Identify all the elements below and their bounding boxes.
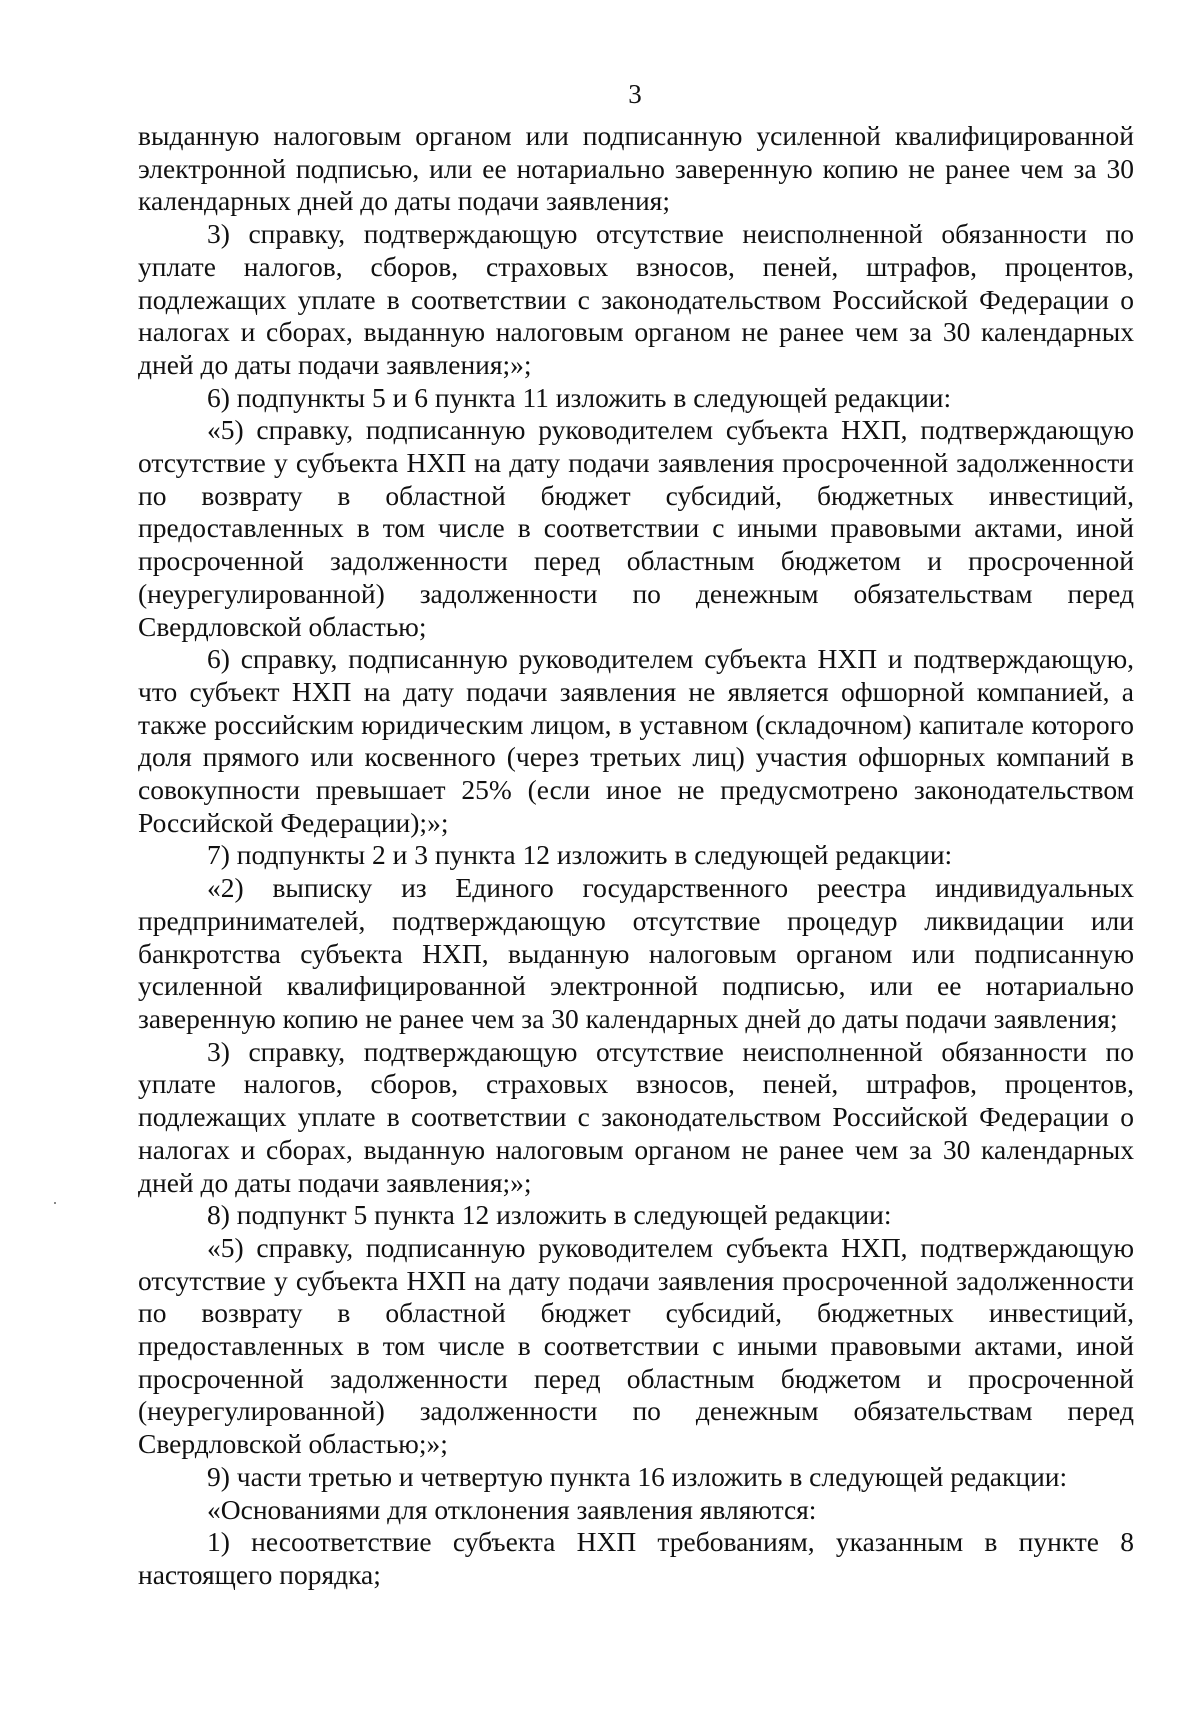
paragraph-8-tax-certificate: 3) справку, подтверждающую отсутствие неисполненной обязанности по уплате налогов, сборов, страховых взносов, пеней, штрафов, процентов, подлежащих уплате в соответствии с законодательством Российской Федерации о налогах и сборах, выданную налоговым органом не ранее чем за 30 календарных дней до даты подачи заявления;»;: [138, 1035, 1134, 1198]
paragraph-5-offshore-certificate: 6) справку, подписанную руководителем субъекта НХП и подтверждающую, что субъект НХП на дату подачи заявления не является офшорной компанией, а также российским юридическим лицом, в уставном (складочном) капитале которого доля прямого или косвенного (через третьих лиц) участия офшорных компаний в совокупности превышает 25% (если иное не предусмотрено законодательством Российской Федерации);»;: [138, 643, 1134, 838]
paragraph-11-amendment-9: 9) части третью и четвертую пункта 16 изложить в следующей редакции:: [207, 1460, 1068, 1492]
paragraph-4-debt-certificate: «5) справку, подписанную руководителем субъекта НХП, подтверждающую отсутствие у субъекта НХП на дату подачи заявления просроченной задолженности по возврату в областной бюджет субсидий, бюджетных инвестиций, предоставленных в том числе в соответствии с иными правовыми актами, иной просроченной задолженности перед областным бюджетом и просроченной (неурегулированной) задолженности по денежным обязательствам перед Свердловской областью;: [138, 414, 1134, 642]
document-body: [138, 120, 1134, 1592]
paragraph-9-amendment-8: 8) подпункт 5 пункта 12 изложить в следующей редакции:: [207, 1199, 892, 1231]
paragraph-2-tax-certificate: 3) справку, подтверждающую отсутствие неисполненной обязанности по уплате налогов, сборов, страховых взносов, пеней, штрафов, процентов, подлежащих уплате в соответствии с законодательством Российской Федерации о налогах и сборах, выданную налоговым органом не ранее чем за 30 календарных дней до даты подачи заявления;»;: [138, 218, 1134, 380]
paragraph-10-debt-certificate: «5) справку, подписанную руководителем субъекта НХП, подтверждающую отсутствие у субъекта НХП на дату подачи заявления просроченной задолженности по возврату в областной бюджет субсидий, бюджетных инвестиций, предоставленных в том числе в соответствии с иными правовыми актами, иной просроченной задолженности перед областным бюджетом и просроченной (неурегулированной) задолженности по денежным обязательствам перед Свердловской областью;»;: [138, 1231, 1134, 1460]
page-number: 3: [628, 79, 642, 109]
paragraph-7-registry-extract: «2) выписку из Единого государственного реестра индивидуальных предпринимателей, подтверждающую отсутствие процедур ликвидации или банкротства субъекта НХП, выданную налоговым органом или подписанную усиленной квалифицированной электронной подписью, или ее нотариально заверенную копию не ранее чем за 30 календарных дней до даты подачи заявления;: [138, 872, 1134, 1034]
paragraph-3-amendment-6: 6) подпункты 5 и 6 пункта 11 изложить в следующей редакции:: [207, 381, 952, 413]
paragraph-6-amendment-7: 7) подпункты 2 и 3 пункта 12 изложить в следующей редакции:: [207, 839, 953, 871]
paragraph-12-rejection-grounds: «Основаниями для отклонения заявления являются:: [207, 1493, 817, 1525]
scan-speck: [54, 1202, 56, 1204]
paragraph-13-ground-1: 1) несоответствие субъекта НХП требованиям, указанным в пункте 8 настоящего порядка;: [138, 1526, 1134, 1590]
paragraph-1-continuation: выданную налоговым органом или подписанную усиленной квалифицированной электронной подписью, или ее нотариально заверенную копию не ранее чем за 30 календарных дней до даты подачи заявления;: [138, 120, 1134, 217]
